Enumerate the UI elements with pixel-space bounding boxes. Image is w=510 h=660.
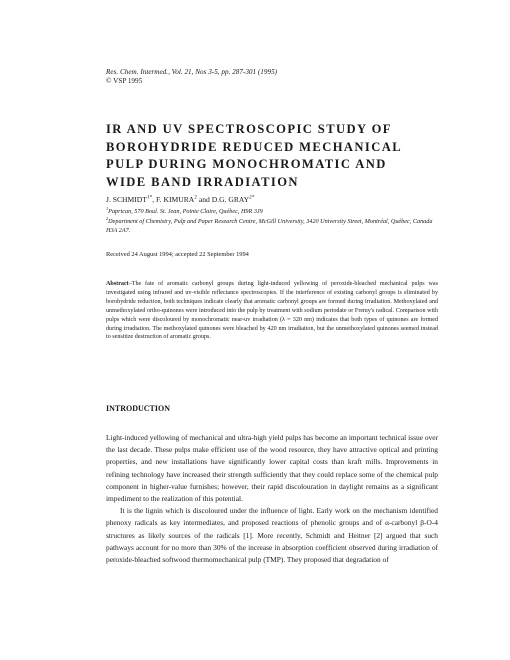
author-name: F. KIMURA	[156, 195, 195, 204]
journal-header	[106, 68, 277, 86]
body-text	[106, 432, 438, 566]
author-separator: and	[196, 195, 212, 204]
affiliations	[106, 205, 436, 237]
affiliation-mark: 2	[106, 216, 109, 222]
affiliation-mark: 1	[106, 205, 109, 211]
copyright-line: © VSP 1995	[106, 77, 143, 85]
affiliation	[106, 218, 436, 235]
author-affiliation-mark: 2	[194, 194, 197, 201]
journal-citation: Res. Chem. Intermed., Vol. 21, Nos 3-5, pp. 287-301 (1995)	[106, 68, 278, 76]
author-affiliation-mark: 2*	[249, 194, 255, 201]
paragraph: Light-induced yellowing of mechanical and ultra-high yield pulps has become an important technical issue over the last decade. These pulps make efficient use of the wood resource, they have attractive optical and printing properties, and new installations have significantly lower capital costs than kraft mills. Improvements in refining technology have increased their strength sufficiently that they could replace some of the chemical pulp component in higher-value furnishes; however, their rapid discolouration in daylight remains as a significant impediment to the realization of this potential.	[106, 433, 438, 504]
author-affiliation-mark: 1*	[146, 194, 153, 201]
received-dates: Received 24 August 1994; accepted 22 September 1994	[106, 251, 249, 258]
paper-title: IR AND UV SPECTROSCOPIC STUDY OF BOROHYDRIDE REDUCED MECHANICAL PULP DURING MONOCHROMATIC AND WIDE BAND IRRADIATION	[106, 122, 402, 189]
abstract-label: Abstract	[106, 281, 129, 287]
abstract-text: –The fate of aromatic carbonyl groups during light-induced yellowing of peroxide-bleached mechanical pulps was investigated using infrared and uv-visible reflectance spectroscopies. If the interference of existing carbonyl groups is eliminated by borohydride reduction, both techniques indicate clearly that aromatic carbonyl groups are formed during irradiation. Methoxylated and unmethoxylated ortho-quinones were introduced into the pulp by treatment with sodium periodate or Fremy's radical. Comparison with pulps which were discoloured by monochromatic near-uv irradiation (λ = 320 nm) indicates that both types of quinones are formed during irradiation. The methoxylated quinones were bleached by 420 nm irradiation, but the unmethoxylated quinones seemed instead to sensitize destruction of aromatic groups.	[106, 281, 438, 341]
author-name: J. SCHMIDT	[106, 195, 147, 204]
affiliation	[106, 205, 436, 216]
paragraph: It is the lignin which is discoloured under the influence of light. Early work on the mechanism identified phenoxy radicals as key intermediates, and proposed reactions of phenolic groups and of α-carbonyl β-O-4 structures as likely sources of the radicals [1]. More recently, Schmidt and Heitner [2] argued that such pathways account for no more than 30% of the increase in absorption coefficient observed during irradiation of peroxide-bleached softwood thermomechanical pulp (TMP). They proposed that degradation of	[106, 506, 438, 565]
author-separator: ,	[152, 195, 157, 204]
affiliation-text: Paprican, 570 Boul. St. Jean, Pointe Claire, Québec, H9R 3J9	[108, 208, 263, 215]
author-list	[106, 195, 254, 205]
author-name: D.G. GRAY	[211, 195, 250, 204]
affiliation-text: Department of Chemistry, Pulp and Paper Research Centre, McGill University, 3420 University Street, Montréal, Québec, Canada H3A 2A7.	[106, 218, 433, 234]
abstract	[106, 280, 438, 342]
section-heading: INTRODUCTION	[106, 404, 171, 413]
